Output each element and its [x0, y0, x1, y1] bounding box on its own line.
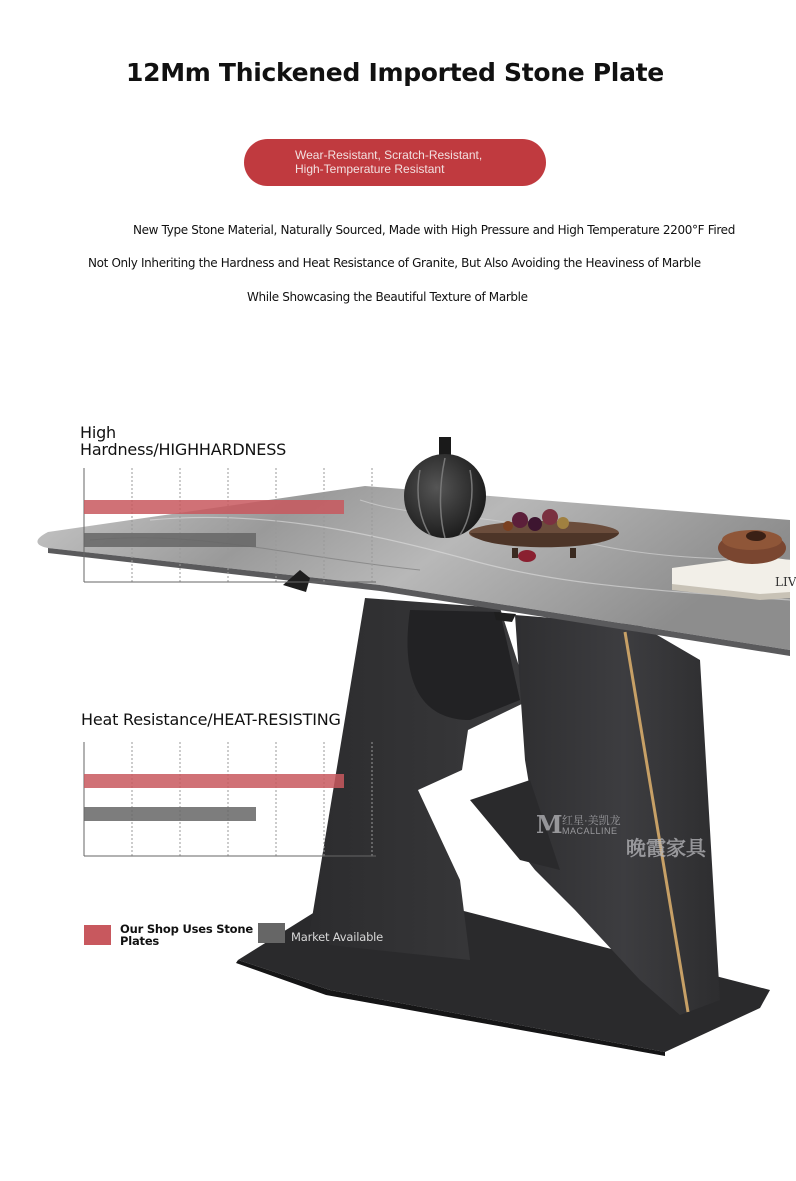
- book-spine-text: LIV: [775, 575, 796, 589]
- page-title: 12Mm Thickened Imported Stone Plate: [126, 58, 664, 87]
- heat-resistance-label: Heat Resistance/HEAT-RESISTING: [81, 710, 341, 729]
- hardness-bar-our-shop: [84, 500, 344, 514]
- legend-swatch-market: [258, 923, 285, 943]
- watermark-logo: M: [536, 810, 563, 839]
- hardness-label-line-2: Hardness/HIGHHARDNESS: [80, 440, 287, 459]
- description-line-1: New Type Stone Material, Naturally Sourced, Made with High Pressure and High Temperature 2200°F Fired: [133, 223, 735, 237]
- watermark-store: 晚霞家具: [626, 838, 706, 860]
- description-line-3: While Showcasing the Beautiful Texture of Marble: [247, 290, 528, 304]
- watermark-en-brand: MACALLINE: [562, 826, 618, 836]
- feature-badge: [244, 139, 546, 186]
- heat-bar-market: [84, 807, 256, 821]
- watermark-cn-brand: 红星·美凯龙: [562, 815, 621, 827]
- hardness-grid: [84, 468, 376, 582]
- hardness-bar-market: [84, 533, 256, 547]
- hardness-comparison-chart: [80, 468, 380, 586]
- badge-line-2: High-Temperature Resistant: [295, 162, 445, 176]
- legend-swatch-our-shop: [84, 925, 111, 945]
- legend-our-shop-line-1: Our Shop Uses Stone: [120, 922, 253, 936]
- legend-our-shop: [120, 923, 253, 947]
- heat-comparison-chart: [80, 742, 380, 860]
- hardness-label-line-1: High: [80, 423, 116, 442]
- description-line-2: Not Only Inheriting the Hardness and Heat Resistance of Granite, But Also Avoiding the Heaviness of Marble: [88, 256, 701, 270]
- legend-market: Market Available: [291, 930, 384, 944]
- hardness-label: [80, 424, 286, 458]
- vase: [404, 437, 486, 538]
- badge-line-1: Wear-Resistant, Scratch-Resistant,: [295, 148, 483, 162]
- legend-our-shop-line-2: Plates: [120, 934, 160, 948]
- heat-bar-our-shop: [84, 774, 344, 788]
- heat-grid: [84, 742, 376, 856]
